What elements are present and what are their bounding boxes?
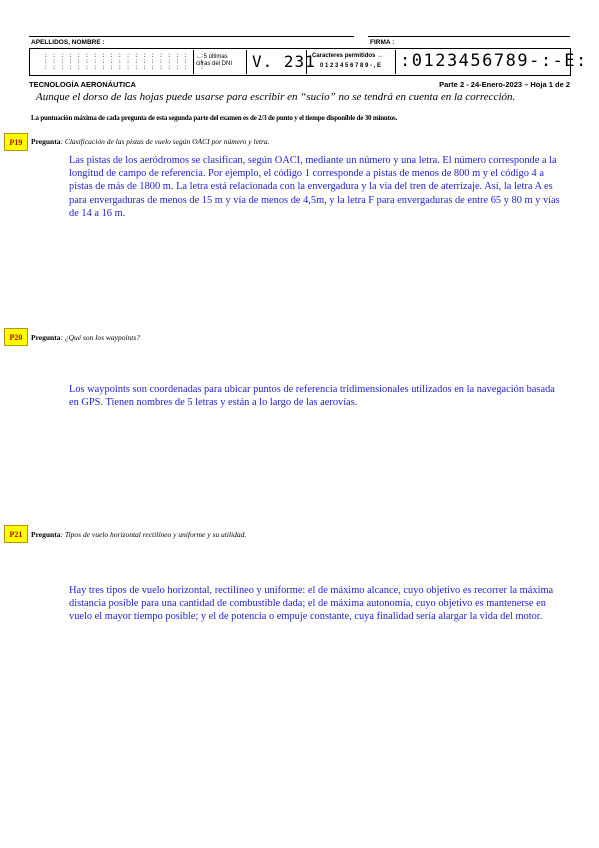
dni-entry-grid[interactable]: : : : : : : : : : : : : : : : : : : : : : : : : : : : : : : : : : : : : : : : : : : : : : : : : : : : : : : : : : : : : [44,52,205,71]
signature-line [368,36,570,37]
question-prefix: Pregunta [31,333,61,342]
firma-label: FIRMA : [370,39,395,46]
question-badge-p19: P19 [4,133,28,151]
scoring-note: La puntuación máxima de cada pregunta de esta segunda parte del examen es de 2/3 de punto y el tiempo disponible de 30 minutos. [31,114,398,122]
subject-title: TECNOLOGÍA AERONÁUTICA [29,80,136,89]
answer-p20[interactable]: Los waypoints son coordenadas para ubicar puntos de referencia tridimensionales utilizados en la navegación basada en GPS. Tienen nombres de 5 letras y están a lo largo de las aerovías. [69,384,555,409]
allowed-chars-list: 0 1 2 3 4 5 6 7 8 9 - , E [320,63,382,69]
question-text: : Tipos de vuelo horizontal rectilíneo y uniforme y su utilidad. [60,530,247,539]
question-text: : Clasificación de las pistas de vuelo según OACI por número y letra. [60,137,270,146]
segment-character-sample: :0123456789-:-E: [400,51,588,71]
question-p19 [31,137,270,146]
apellidos-label: APELLIDOS, NOMBRE : [31,39,105,46]
answer-p21[interactable]: Hay tres tipos de vuelo horizontal, rectilíneo y uniforme: el de máximo alcance, cuyo objetivo es recorrer la máxima distancia posible para una cantidad de combustible dada; el de máxima autonomía, cuyo objetivo es mantenerse en vuelo el mayor tiempo posible; y el de potencia o empuje constante, cuya finalidad sería alargar la vida del motor. [69,585,554,623]
notice: Aunque el dorso de las hojas puede usarse para escribir en “sucio” no se tendrá en cuenta en la corrección. [36,91,516,103]
question-badge-p20: P20 [4,328,28,346]
part-info: Parte 2 - 24-Enero-2023 – Hoja 1 de 2 [439,80,570,89]
answer-p19[interactable]: Las pistas de los aeródromos se clasifican, según OACI, mediante un número y una letra. El número corresponde a la longitud de campo de referencia. Por ejemplo, el código 1 corresponde a pistas de menos de 800 m y el código 4 a pistas de más de 1800 m. La letra está relacionada con la envergadura y la vía del tren de aterrizaje. Así, la letra A es para envergaduras de menos de 15 m y vía de menos de 4,5m, y la letra F para envergaduras de entre 65 y 80 m y vías de 14 a 16 m. [69,155,560,219]
question-prefix: Pregunta [31,137,61,146]
name-line [29,36,354,37]
dni-hint: ← 5 últimas cifras del DNI [196,54,233,67]
version-label: V. 231 [252,52,316,71]
question-text: : ¿Qué son los waypoints? [60,333,141,342]
question-badge-p21: P21 [4,525,28,543]
question-p20 [31,333,140,342]
question-prefix: Pregunta [31,530,61,539]
question-p21 [31,530,246,539]
allowed-chars-title: Caracteres permitidos → [312,53,384,59]
